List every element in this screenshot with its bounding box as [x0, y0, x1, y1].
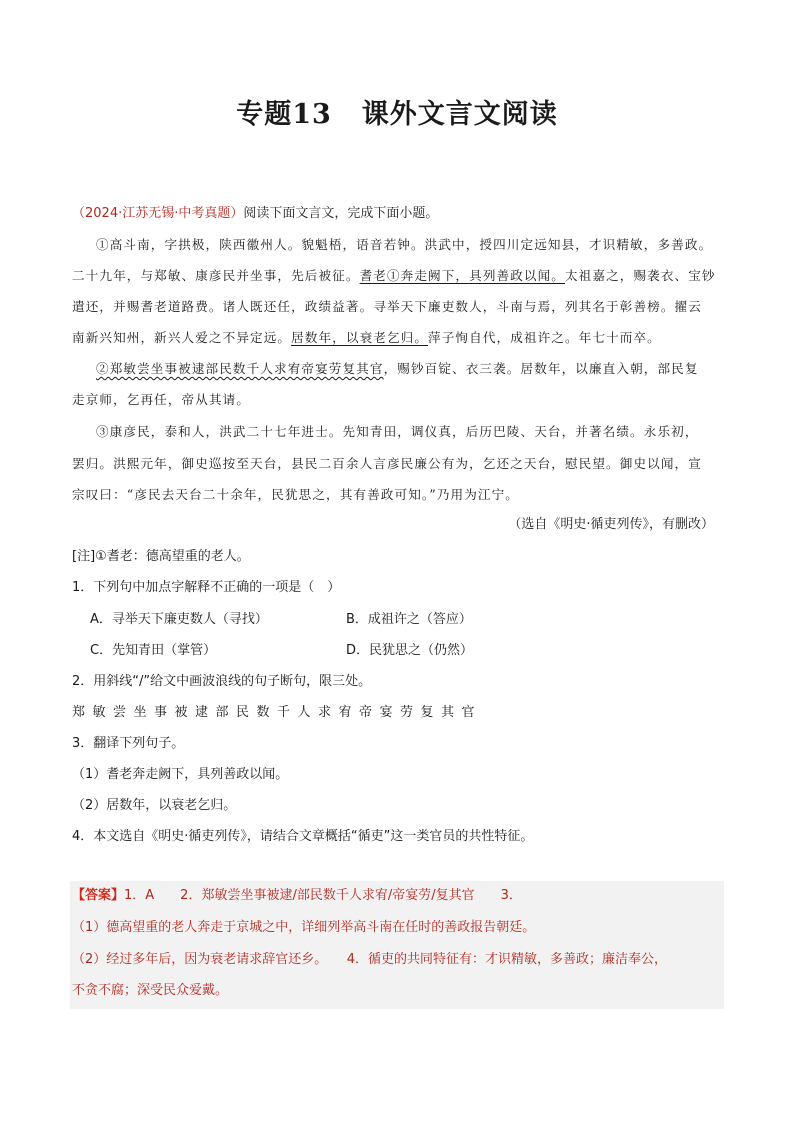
- passage-citation: （选自《明史·循吏列传》，有删改）: [508, 517, 714, 532]
- answer-label: 【答案】: [72, 888, 125, 903]
- footnote: [注]①耆老：德高望重的老人。: [72, 549, 250, 564]
- answer-line-2: （1）德高望重的老人奔走于京城之中，详细列举高斗南在任时的善政报告朝廷。: [72, 920, 536, 935]
- passage-line: 走京师，乞再任，帝从其请。: [72, 392, 251, 407]
- question-2: 2．用斜线“/”给文中画波浪线的句子断句，限三处。: [72, 674, 372, 689]
- answer-line-1: [72, 886, 522, 906]
- question-3-item-2: （2）居数年，以衰老乞归。: [72, 798, 237, 813]
- answer-line-4: 不贪不腐；深受民众爱戴。: [72, 983, 229, 998]
- passage-line: [72, 266, 716, 286]
- passage-text: 南新兴知州，新兴人爱之不异定远。: [72, 330, 292, 345]
- passage-text: 太祖嘉之，赐袭衣、宝钞: [564, 268, 716, 283]
- question-1-option-b: B．成祖许之（答应）: [346, 612, 472, 627]
- wavy-underlined-sentence: ②郑敏尝坐事被逮部民数千人求宥帝宴劳复其官: [96, 361, 384, 376]
- source-tag: （2024·江苏无锡·中考真题）: [72, 206, 244, 221]
- question-3: 3．翻译下列句子。: [72, 736, 185, 751]
- passage-line: 罢归。洪熙元年，御史巡按至天台，县民二百余人言彦民廉公有为，乞还之天台，慰民望。御史以闻，宣: [72, 456, 702, 471]
- passage-text: 二十九年，与郑敏、康彦民并坐事，先后被征。: [72, 268, 360, 283]
- instruction-text: 阅读下面文言文，完成下面小题。: [243, 206, 439, 221]
- question-1: 1．下列句中加点字解释不正确的一项是（ ）: [72, 580, 341, 595]
- passage-line: [72, 328, 661, 348]
- passage-line: 宗叹曰：“彦民去天台二十余年，民犹思之，其有善政可知。”乃用为江宁。: [72, 487, 519, 502]
- intro-line: [72, 204, 438, 224]
- question-1-option-d: D．民犹思之（仍然）: [346, 643, 474, 658]
- passage-text: 萍子恂自代，成祖许之。年七十而卒。: [428, 330, 661, 345]
- answer-panel: [70, 881, 724, 1009]
- underlined-sentence-1: 耆老①奔走阙下，具列善政以闻。: [359, 268, 565, 283]
- answer-line-3: （2）经过多年后，因为衰老请求辞官还乡。 4．循吏的共同特征有：才识精敏，多善政；廉洁奉公，: [72, 952, 668, 967]
- question-2-sentence: 郑敏尝坐事被逮部民数千人求宥帝宴劳复其官: [72, 705, 483, 720]
- passage-line: ①高斗南，字拱极，陕西徽州人。貌魁梧，语音若钟。洪武中，授四川定远知县，才识精敏，多善政。: [96, 237, 713, 252]
- passage-line: ③康彦民，泰和人，洪武二十七年进士。先知青田，调仪真，后历巴陵、天台，并著名绩。永乐初，: [96, 424, 699, 439]
- question-4: 4．本文选自《明史·循吏列传》，请结合文章概括“循吏”这一类官员的共性特征。: [72, 829, 534, 844]
- answer-text: 1．A 2．郑敏尝坐事被逮/部民数千人求宥/帝宴劳/复其官 3．: [124, 888, 522, 903]
- title-topic-name: 课外文言文阅读: [361, 99, 558, 130]
- question-3-item-1: （1）耆老奔走阙下，具列善政以闻。: [72, 767, 289, 782]
- underlined-sentence-2: 居数年，以衰老乞归。: [291, 330, 429, 345]
- passage-text: ，赐钞百锭、衣三袭。居数年，以廉直入朝，部民复: [383, 361, 699, 376]
- title-topic-number: 专题13: [236, 99, 332, 130]
- question-1-option-a: A．寻举天下廉吏数人（寻找）: [90, 612, 268, 627]
- passage-line: 遣还，并赐耆老道路费。诸人既还任，政绩益著。寻举天下廉吏数人，斗南与焉，列其名于彰善榜。擢云: [72, 299, 702, 314]
- passage-line: [96, 359, 699, 379]
- question-1-option-c: C．先知青田（掌管）: [90, 643, 217, 658]
- page-title: [0, 92, 794, 131]
